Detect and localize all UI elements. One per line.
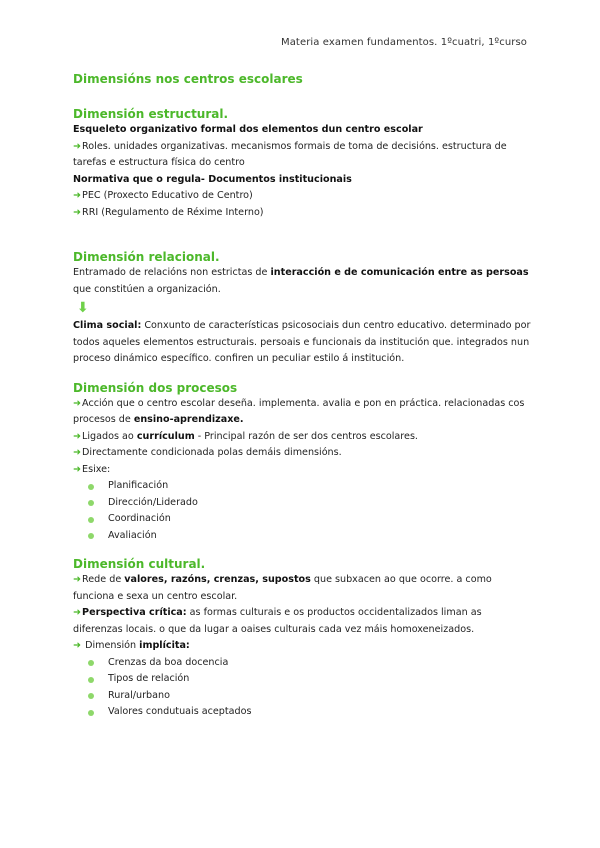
section-heading-estructural: Dimensión estructural.	[73, 107, 229, 121]
subheading-normativa: Normativa que o regula- Documentos institucionais	[73, 173, 352, 185]
arrow-right-icon: ➜	[73, 430, 82, 442]
section-heading-cultural: Dimensión cultural.	[73, 557, 206, 571]
bullet-dot-icon	[88, 484, 94, 490]
list-item: Dirección/Liderado	[88, 495, 533, 512]
arrow-right-icon: ➜	[73, 397, 82, 409]
arrow-item-condicionada: ➜Directamente condicionada polas demáis dimensións.	[73, 447, 342, 458]
list-item: Crenzas da boa docencia	[88, 655, 533, 672]
arrow-right-icon: ➜	[73, 607, 82, 618]
bullet-dot-icon	[88, 500, 94, 506]
bullet-dot-icon	[88, 533, 94, 539]
page-header: Materia examen fundamentos. 1ºcuatri, 1ºcurso	[280, 37, 527, 48]
list-item: Valores condutuais aceptados	[88, 704, 533, 721]
arrow-item-pec: ➜PEC (Proxecto Educativo de Centro)	[73, 190, 253, 201]
arrow-right-icon: ➜	[73, 574, 82, 585]
document-title: Dimensións nos centros escolares	[73, 72, 303, 86]
bullet-dot-icon	[88, 710, 94, 716]
arrow-right-icon: ➜	[73, 206, 82, 218]
arrow-right-icon: ➜	[73, 190, 82, 201]
section-procesos	[73, 380, 533, 545]
bullet-dot-icon	[88, 693, 94, 699]
arrow-item-roles: ➜Roles. unidades organizativas. mecanismos formais de toma de decisións. estructura de tarefas e estructura física do centro	[73, 140, 507, 168]
section-heading-procesos: Dimensión dos procesos	[73, 380, 238, 395]
document-body	[73, 72, 533, 721]
section-heading-relacional: Dimensión relacional.	[73, 250, 220, 264]
arrow-right-icon: ➜	[73, 447, 82, 458]
arrow-item-implicita: ➜ Dimensión implícita:	[73, 640, 190, 651]
list-item: Coordinación	[88, 511, 533, 528]
section-relacional	[73, 249, 533, 368]
arrow-right-icon: ➜	[73, 640, 82, 651]
arrow-item-rede: ➜Rede de valores, razóns, crenzas, supostos que subxacen ao que ocorre. a como funciona e sexa un centro escolar.	[73, 574, 492, 602]
arrow-item-curriculum: ➜Ligados ao currículum - Principal razón de ser dos centros escolares.	[73, 430, 418, 442]
list-item: Tipos de relación	[88, 671, 533, 688]
bullet-dot-icon	[88, 660, 94, 666]
subheading-esqueleto: Esqueleto organizativo formal dos elementos dun centro escolar	[73, 124, 423, 135]
list-item: Planificación	[88, 478, 533, 495]
list-item: Avaliación	[88, 528, 533, 545]
paragraph-entramado: Entramado de relacións non estrictas de interacción e de comunicación entre as persoas que constitúen a organización.	[73, 267, 529, 295]
section-cultural	[73, 556, 533, 721]
list-item: Rural/urbano	[88, 688, 533, 705]
section-estructural	[73, 106, 533, 221]
arrow-item-rri: ➜RRI (Regulamento de Réxime Interno)	[73, 206, 264, 218]
arrow-down-icon: ⬇	[77, 300, 89, 316]
bullet-dot-icon	[88, 677, 94, 683]
list-procesos	[73, 478, 533, 544]
arrow-right-icon: ➜	[73, 140, 82, 152]
arrow-item-accion: ➜Acción que o centro escolar deseña. implementa. avalia e pon en práctica. relacionadas cos procesos de ensino-aprendizaxe.	[73, 397, 525, 425]
bullet-dot-icon	[88, 517, 94, 523]
paragraph-clima-social: Clima social: Conxunto de características psicosociais dun centro educativo. determinado por todos aqueles elementos estructurais. persoais e funcionais da institución que. integrados nun proceso dinámico específico. confiren un peculiar estilo á institución.	[73, 320, 531, 364]
arrow-right-icon: ➜	[73, 463, 82, 475]
arrow-item-perspectiva: ➜Perspectiva crítica: as formas culturais e os productos occidentalizados liman as diferenzas locais. o que da lugar a oaises culturais cada vez máis homoxeneizados.	[73, 607, 482, 635]
list-cultural	[73, 655, 533, 721]
arrow-item-esixe: ➜Esixe:	[73, 463, 111, 475]
